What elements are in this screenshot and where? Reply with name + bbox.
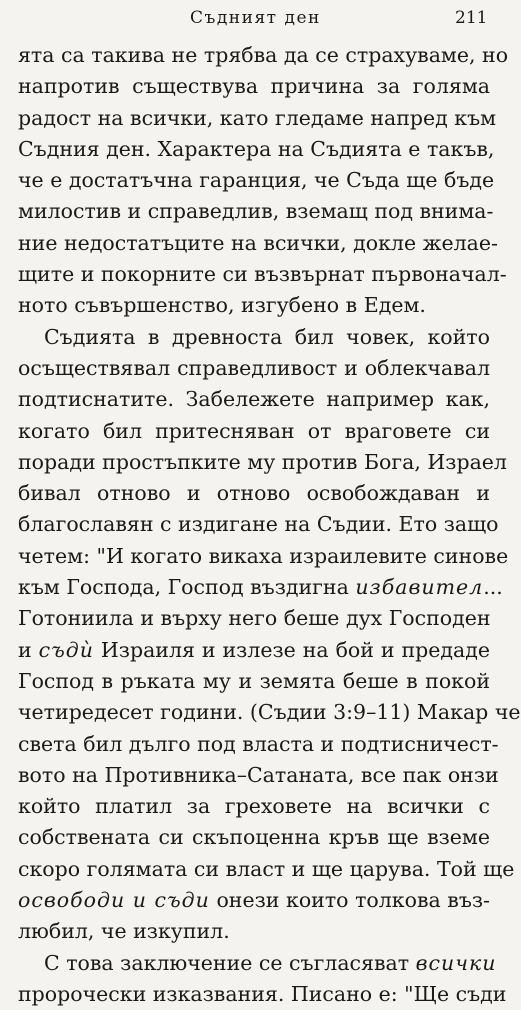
running-head (0, 4, 500, 32)
text-segment: към Господа, Господ въздигна (18, 575, 356, 600)
emphasized-text: съдѝ (38, 637, 94, 662)
text-segment: радост на всички, като гледаме напред към (18, 105, 497, 130)
text-line (18, 416, 490, 447)
text-line (18, 165, 495, 196)
text-line (18, 228, 498, 259)
text-segment: собствената си скъпоценна кръв ще вземе (18, 825, 490, 850)
text-segment: Готониила и върху него беше дух Господен (18, 606, 491, 631)
text-segment: благославян с издигане на Съдии. Ето защо (18, 512, 499, 537)
text-line (18, 322, 490, 353)
emphasized-text: освободи и съди (18, 888, 210, 913)
text-segment: милостив и справедлив, вземащ под внима- (18, 199, 494, 224)
text-segment: света бил дълго под власта и подтисничест- (18, 731, 499, 756)
text-segment: С това заключение се съгласяват (44, 950, 416, 975)
text-line (18, 509, 499, 540)
text-line (18, 635, 490, 666)
text-segment: онези които толкова въз- (209, 888, 490, 913)
text-line (18, 916, 490, 947)
text-line (18, 822, 490, 853)
text-segment: Съдията в древноста бил човек, който (44, 324, 490, 349)
text-segment: напротив съществува причина за голяма (18, 74, 490, 99)
text-segment: Господ в ръката му и земята беше в покой (18, 668, 490, 693)
text-segment: ята са такива не трябва да се страхуваме, но (18, 43, 509, 67)
running-title: Съдният ден (190, 8, 321, 28)
text-segment: който платил за греховете на всички с (18, 794, 490, 819)
body-text (18, 40, 521, 1010)
text-segment: ... (483, 575, 503, 600)
text-line (18, 353, 490, 384)
text-line (18, 40, 509, 71)
text-segment: Израиля и излезе на бой и предаде (93, 637, 490, 662)
text-segment: когато бил притесняван от враговете си (18, 418, 490, 443)
text-line (18, 196, 494, 227)
emphasized-text: избавител (355, 575, 484, 600)
text-segment: и (18, 637, 39, 662)
text-segment: Съдния ден. Характера на Съдията е такъв, (18, 136, 495, 161)
text-line (18, 948, 497, 979)
text-segment: осъществявал справедливост и облекчавал (18, 355, 490, 380)
text-segment: ние недостатъците на всички, докле желае- (18, 230, 498, 255)
text-segment: пророчески изказвания. Писано е: "Ще съди (18, 981, 507, 1006)
text-line (18, 854, 515, 885)
text-line (18, 259, 507, 290)
text-line (18, 447, 507, 478)
text-line (18, 697, 521, 728)
text-segment: щите и покорните си възвърнат първоначал- (18, 262, 507, 287)
text-segment: ното съвършенство, изгубено в Едем. (18, 293, 426, 318)
text-segment: бивал отново и отново освобождаван и (18, 481, 490, 506)
text-line (18, 603, 490, 634)
text-line (18, 71, 490, 102)
text-line (18, 103, 497, 134)
text-line (18, 760, 499, 791)
text-line (18, 791, 490, 822)
text-segment: четиредесет години. (Съдии 3:9–11) Макар че (18, 700, 521, 725)
text-line (18, 478, 490, 509)
text-segment: скоро голямата си власт и ще царува. Той ще (18, 856, 515, 881)
text-line (18, 134, 495, 165)
text-line (18, 666, 490, 697)
text-line (18, 979, 507, 1010)
emphasized-text: всички (415, 950, 497, 975)
page-number: 211 (455, 8, 488, 28)
text-line (18, 290, 490, 321)
text-segment: вото на Противника–Сатаната, все пак онзи (18, 762, 499, 787)
text-segment: любил, че изкупил. (18, 919, 230, 944)
text-line (18, 541, 509, 572)
text-line (18, 885, 490, 916)
text-segment: подтиснатите. Забележете например как, (18, 387, 490, 412)
text-segment: че е достатъчна гаранция, че Съда ще бъде (18, 168, 495, 193)
text-line (18, 729, 499, 760)
text-segment: четем: "И когато викаха израилевите синове (18, 543, 509, 568)
text-segment: поради простъпките му против Бога, Израел (18, 449, 507, 474)
text-line (18, 572, 503, 603)
text-line (18, 384, 490, 415)
